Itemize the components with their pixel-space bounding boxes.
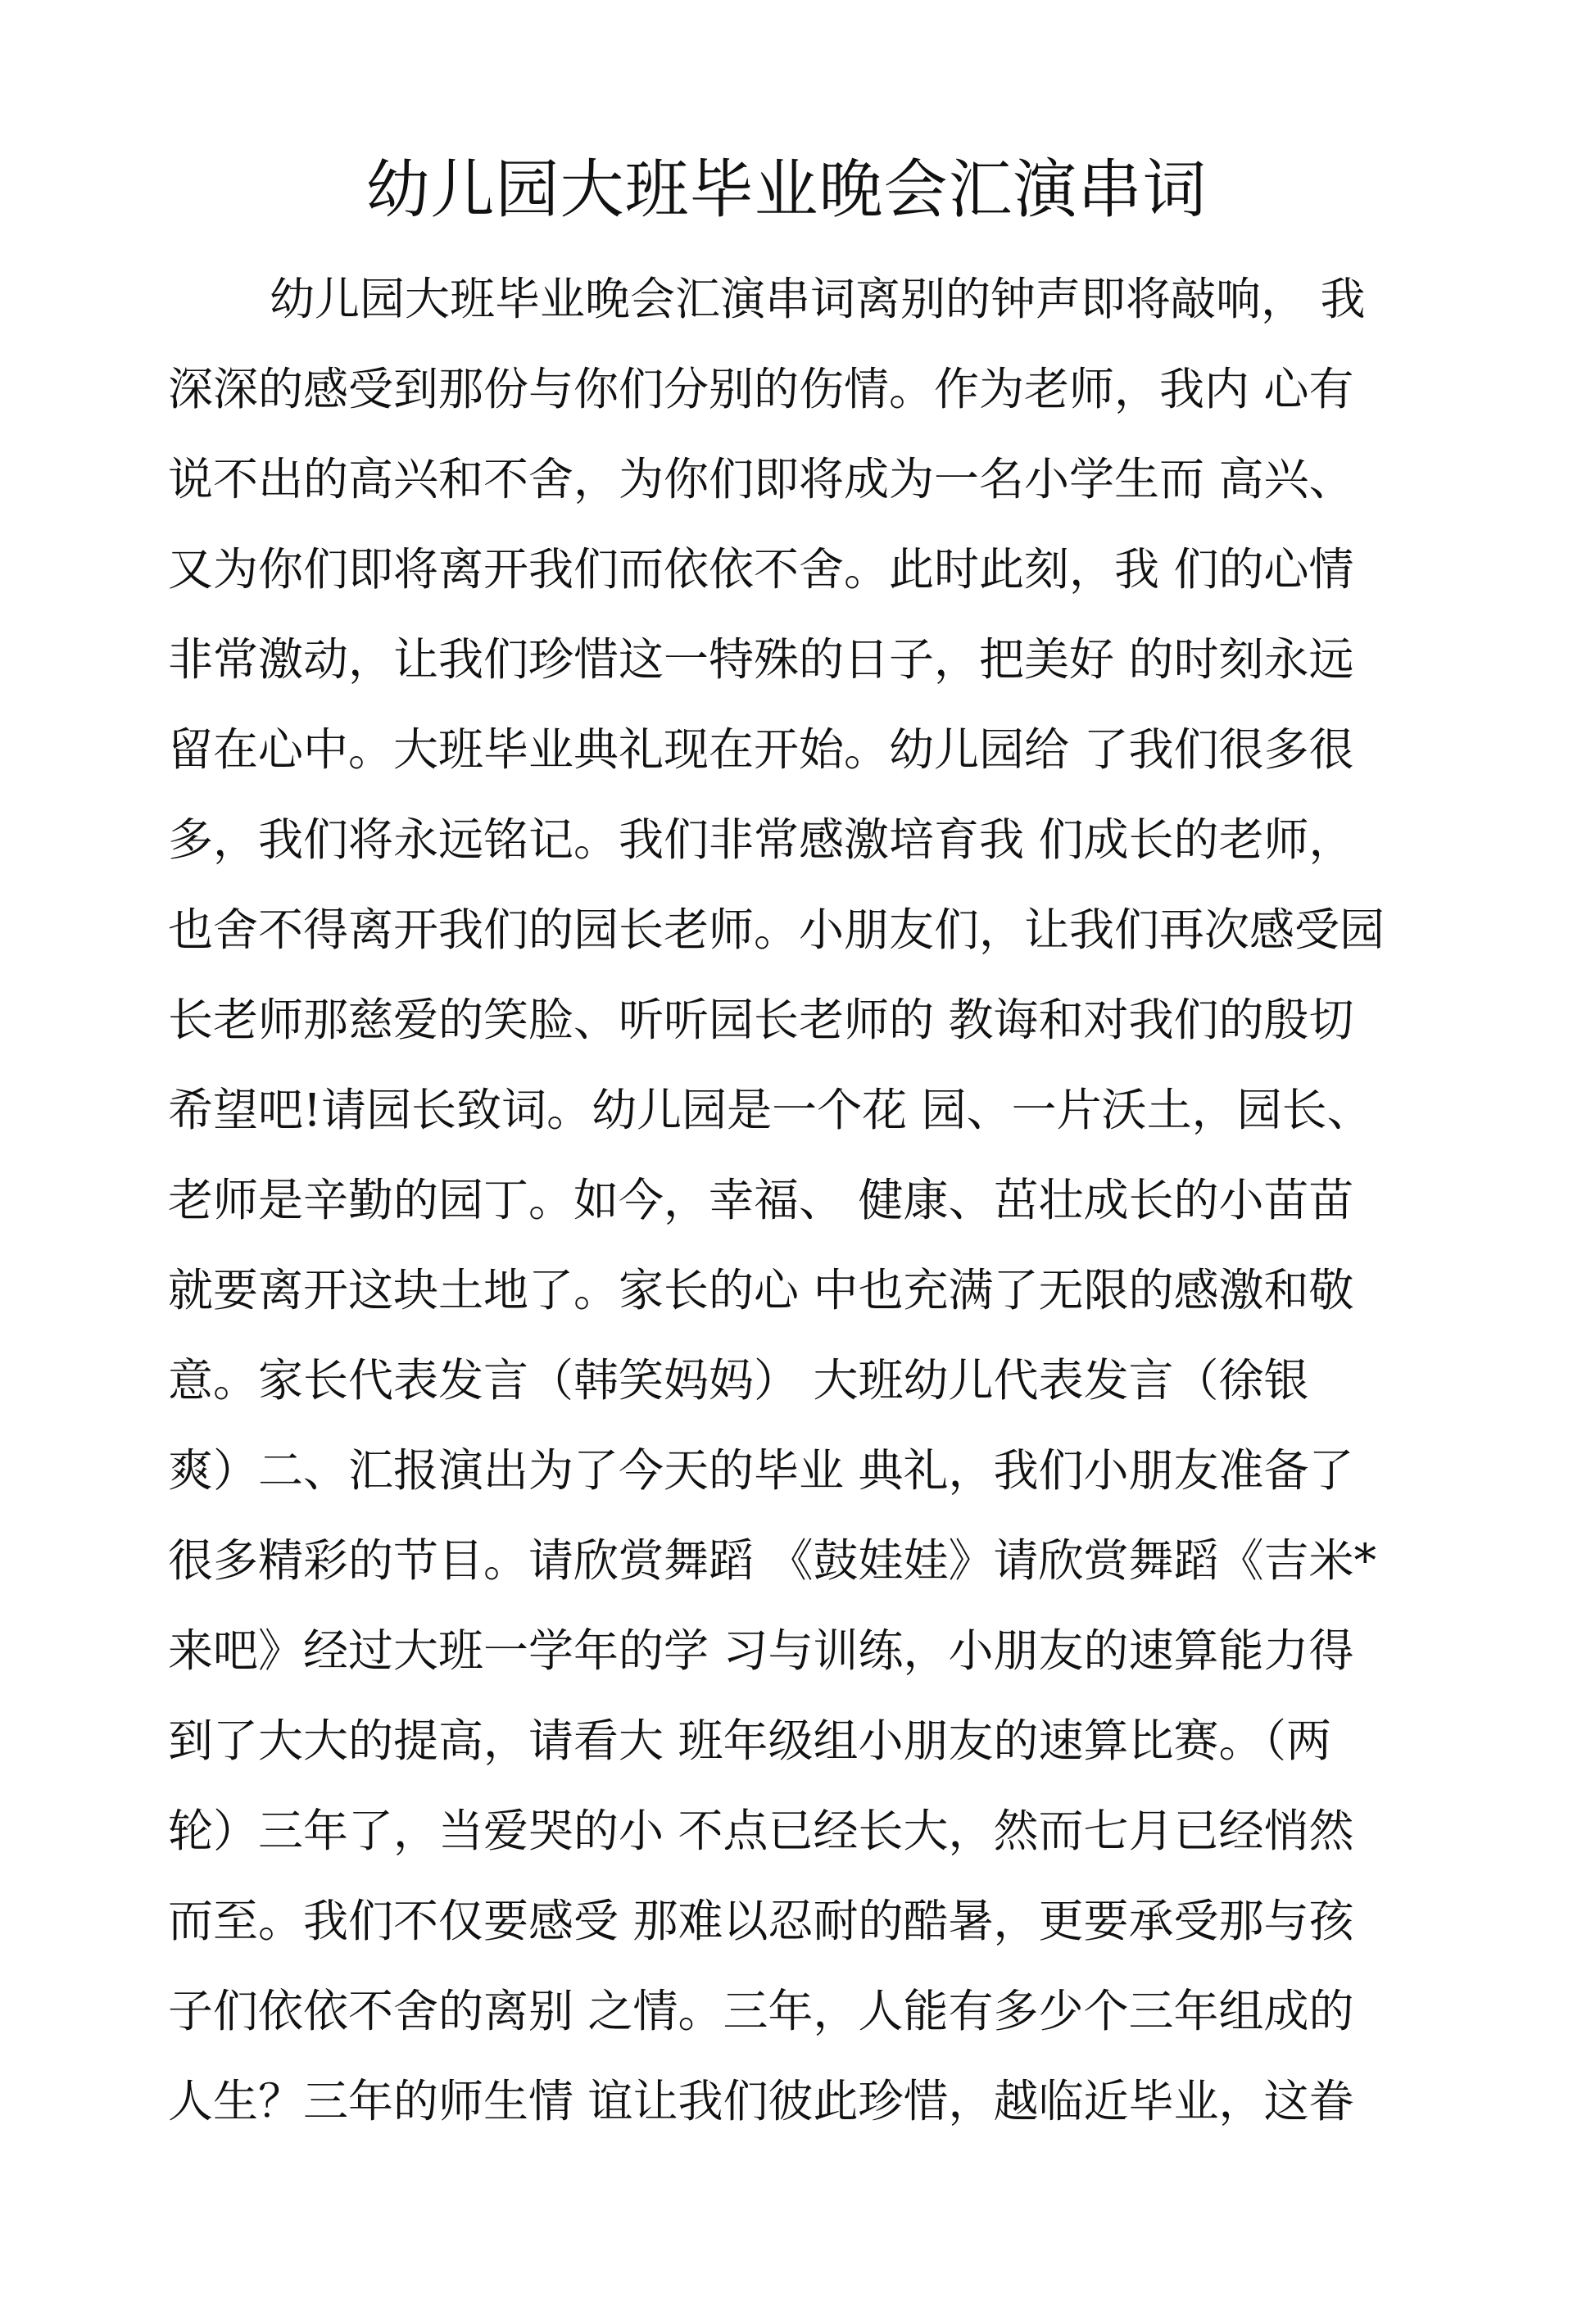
body-line-5: 非常激动，让我们珍惜这一特殊的日子，把美好 的时刻永远 xyxy=(168,633,1354,686)
body-line-8: 也舍不得离开我们的园长老师。小朋友们，让我们再次感受园 xyxy=(168,904,1385,956)
body-line-6: 留在心中。大班毕业典礼现在开始。幼儿园给 了我们很多很 xyxy=(168,723,1354,776)
body-line-10: 希望吧!请园长致词。幼儿园是一个花 园、一片沃土，园长、 xyxy=(168,1084,1372,1136)
body-line-14: 爽）二、汇报演出为了今天的毕业 典礼，我们小朋友准备了 xyxy=(168,1444,1354,1497)
body-line-9: 长老师那慈爱的笑脸、听听园长老师的 教诲和对我们的殷切 xyxy=(168,994,1354,1046)
document-title: 幼儿园大班毕业晚会汇演串词 xyxy=(365,153,1208,227)
document-body xyxy=(168,254,1413,2146)
body-line-12: 就要离开这块土地了。家长的心 中也充满了无限的感激和敬 xyxy=(168,1264,1354,1316)
body-line-13: 意。家长代表发言（韩笑妈妈） 大班幼儿代表发言（徐银 xyxy=(168,1354,1309,1407)
body-line-19: 而至。我们不仅要感受 那难以忍耐的酷暑，更要承受那与孩 xyxy=(168,1895,1354,1947)
body-line-15: 很多精彩的节目。请欣赏舞蹈 《鼓娃娃》请欣赏舞蹈《吉米* xyxy=(168,1534,1376,1587)
body-line-17: 到了大大的提高，请看大 班年级组小朋友的速算比赛。（两 xyxy=(168,1715,1331,1767)
body-line-18: 轮）三年了，当爱哭的小 不点已经长大，然而七月已经悄然 xyxy=(168,1805,1354,1857)
body-line-2: 深深的感受到那份与你们分别的伤情。作为老师，我内 心有 xyxy=(168,363,1354,415)
body-line-16: 来吧》经过大班一学年的学 习与训练，小朋友的速算能力得 xyxy=(168,1624,1354,1677)
body-line-21: 人生？三年的师生情 谊让我们彼此珍惜，越临近毕业，这眷 xyxy=(168,2075,1354,2127)
body-line-11: 老师是辛勤的园丁。如今，幸福、 健康、茁壮成长的小苗苗 xyxy=(168,1174,1354,1226)
body-line-4: 又为你们即将离开我们而依依不舍。此时此刻，我 们的心情 xyxy=(168,543,1354,596)
body-line-1: 幼儿园大班毕业晚会汇演串词离别的钟声即将敲响， 我 xyxy=(270,273,1366,325)
body-line-20: 子们依依不舍的离别 之情。三年，人能有多少个三年组成的 xyxy=(168,1985,1354,2037)
body-line-3: 说不出的高兴和不舍，为你们即将成为一名小学生而 高兴、 xyxy=(168,453,1354,505)
body-line-7: 多，我们将永远铭记。我们非常感激培育我 们成长的老师， xyxy=(168,813,1354,866)
